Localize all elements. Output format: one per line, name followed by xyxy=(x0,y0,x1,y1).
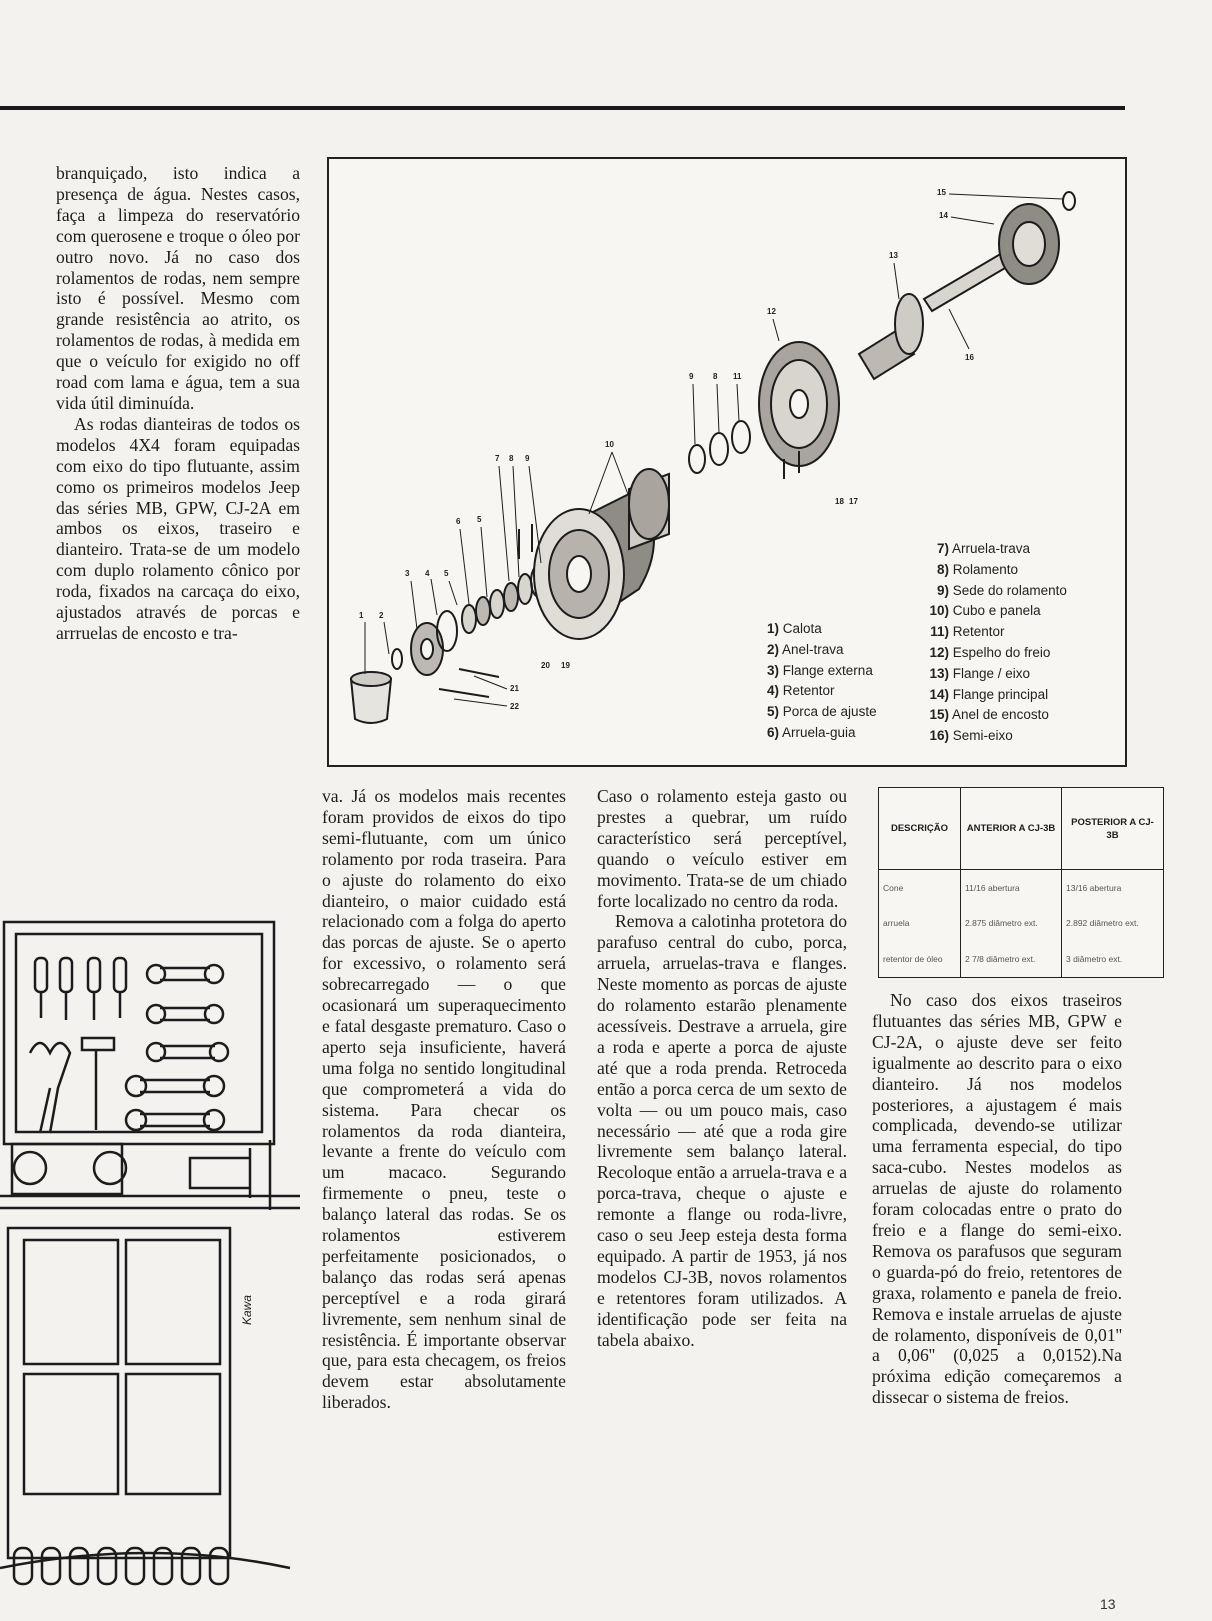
callout-label: 13 xyxy=(889,251,898,260)
table-cell: retentor de óleo xyxy=(879,941,961,977)
bearing-spec-table xyxy=(878,787,1164,978)
callout-label: 2 xyxy=(379,611,384,620)
paragraph: Remova a calotinha protetora do parafuso central do cubo, porca, arruela, arruelas-trava e flanges. Neste momento as porcas de ajuste do rolamento estarão plenamente acessíveis. Destrave a arruela, gire a roda e aperte a porca de ajuste até que a roda prenda. Retroceda então a porca cerca de um sexto de volta — ou um pouco mais, caso necessário — até que a roda gire livremente sem balanço lateral. Recoloque então a arruela-trava e a porca-trava, cheque o ajuste e remonte a flange ou roda-livre, caso o seu Jeep esteja desta forma equipado. A partir de 1953, já nos modelos CJ-3B, novos rolamentos e retentores foram utilizados. A identificação pode ser feita na tabela abaixo. xyxy=(597,911,847,1350)
callout-label: 6 xyxy=(456,517,461,526)
paragraph: As rodas dianteiras de todos os modelos 4X4 foram equipadas com eixo do tipo flutuante, assim como os primeiros modelos Jeep das séries MB, GPW, CJ-2A em ambos os eixos, traseiro e dianteiro. Trata-se de um modelo com duplo rolamento cônico por roda, fixados na carcaça do eixo, ajustados através de porcas e arrruelas de encosto e tra- xyxy=(56,413,300,643)
callout-label: 18 xyxy=(835,497,844,506)
table-row xyxy=(879,941,1164,977)
legend-item: 16) Semi-eixo xyxy=(929,728,1013,744)
legend-item: 1) Calota xyxy=(766,621,822,636)
legend-item: 6) Arruela-guia xyxy=(766,724,856,740)
table-cell: 2.892 diâmetro ext. xyxy=(1062,906,1164,941)
table-row xyxy=(879,906,1164,941)
header-rule xyxy=(0,106,1125,110)
legend-item: 15) Anel de encosto xyxy=(929,707,1049,723)
paragraph: Caso o rolamento esteja gasto ou prestes a quebrar, um ruído característico será perceptível, quando o veículo estiver em movimento. Trata-se de um chiado forte localizado no centro da roda. xyxy=(597,786,847,911)
callout-label: 15 xyxy=(937,188,946,197)
legend-item: 9) Sede do rolamento xyxy=(936,582,1067,598)
callout-label: 22 xyxy=(510,702,519,711)
callout-label: 21 xyxy=(510,684,519,693)
parts-legend-left xyxy=(757,619,877,744)
table-row xyxy=(879,870,1164,906)
table-header: ANTERIOR A CJ-3B xyxy=(961,788,1062,870)
table-header: POSTERIOR A CJ-3B xyxy=(1062,788,1164,870)
text-column-3 xyxy=(597,786,847,1350)
legend-item: 14) Flange principal xyxy=(929,686,1049,702)
callout-label: 4 xyxy=(425,569,430,578)
table-cell: 11/16 abertura xyxy=(961,870,1062,906)
callout-label: 12 xyxy=(767,307,776,316)
table-cell: 13/16 abertura xyxy=(1062,870,1164,906)
callout-label: 9 xyxy=(689,372,694,381)
legend-item: 13) Flange / eixo xyxy=(929,665,1031,681)
callout-label: 5 xyxy=(444,569,449,578)
legend-item: 5) Porca de ajuste xyxy=(766,704,877,720)
parts-legend-right xyxy=(917,539,1067,747)
table-cell: 2 7/8 diâmetro ext. xyxy=(961,941,1062,977)
callout-label: 17 xyxy=(849,497,858,506)
table-cell: 2.875 diâmetro ext. xyxy=(961,906,1062,941)
paragraph: No caso dos eixos traseiros flutuantes das séries MB, GPW e CJ-2A, o ajuste deve ser feito igualmente ao descrito para o eixo dianteiro. Já nos modelos posteriores, a ajustagem é mais complicada, devendo-se utilizar uma ferramenta especial, do tipo saca-cubo. Nestes modelos as arruelas de ajuste do rolamento foram colocadas entre o prato do freio e a flange do semi-eixo. Remova os parafusos que seguram o guarda-pó do freio, retentores de graxa, rolamento e panela de freio. Remova e instale arruelas de ajuste de rolamento, disponíveis de 0,01'' a 0,06'' (0,025 a 0,0152).Na próxima edição começaremos a dissecar o sistema de freios. xyxy=(872,990,1122,1408)
callout-label: 16 xyxy=(965,353,974,362)
workshop-cartoon xyxy=(0,908,300,1616)
table-cell: 3 diâmetro ext. xyxy=(1062,941,1164,977)
callout-label: 9 xyxy=(525,454,530,463)
text-column-4 xyxy=(872,990,1122,1408)
callout-label: 8 xyxy=(713,372,718,381)
callout-label: 1 xyxy=(359,611,364,620)
callout-label: 19 xyxy=(561,661,570,670)
text-column-2 xyxy=(322,786,566,1413)
legend-item: 4) Retentor xyxy=(766,683,835,699)
legend-item: 12) Espelho do freio xyxy=(929,644,1051,660)
callout-label: 14 xyxy=(939,211,948,220)
table-cell: Cone xyxy=(879,870,961,906)
table-header: DESCRIÇÃO xyxy=(879,788,961,870)
table-cell: arruela xyxy=(879,906,961,941)
paragraph: va. Já os modelos mais recentes foram providos de eixos do tipo semi-flutuante, com um único rolamento por roda traseira. Para o ajuste do rolamento do eixo dianteiro, o maior cuidado está relacionado com a folga do aperto das porcas de ajuste. Se o aperto for excessivo, o rolamento será sobrecarregado — o que ocasionará um superaquecimento e fatal desgaste prematuro. Caso o aperto seja insuficiente, haverá uma folga no sentido longitudinal que comprometerá a vida do sistema. Para checar os rolamentos da roda dianteira, levante a frente do veículo com um macaco. Segurando firmemente o pneu, teste o balanço lateral das rodas. Se os rolamentos estiverem perfeitamente posicionados, o balanço das rodas será apenas perceptível e a roda girará livremente, sem nenhum sinal de resistência. É importante observar que, para esta checagem, os freios devem estar absolutamente liberados. xyxy=(322,786,566,1413)
paragraph: branquiçado, isto indica a presença de água. Nestes casos, faça a limpeza do reservatório com querosene e troque o óleo por outro novo. Já no caso dos rolamentos de rodas, nem sempre isto é possível. Mesmo com grande resistência ao atrito, os rolamentos de rodas, à medida em que o veículo for exigido no off road com lama e água, tem a sua vida útil diminuída. xyxy=(56,163,300,413)
callout-label: 8 xyxy=(509,454,514,463)
callout-label: 5 xyxy=(477,515,482,524)
legend-item: 8) Rolamento xyxy=(936,561,1019,577)
legend-item: 2) Anel-trava xyxy=(766,641,844,657)
callout-label: 10 xyxy=(605,440,614,449)
page-number: 13 xyxy=(1100,1596,1116,1612)
callout-label: 3 xyxy=(405,569,410,578)
callout-label: 7 xyxy=(495,454,500,463)
callout-label: 20 xyxy=(541,661,550,670)
legend-item: 11) Retentor xyxy=(930,624,1005,640)
legend-item: 3) Flange externa xyxy=(766,662,873,678)
legend-item: 7) Arruela-trava xyxy=(936,541,1031,556)
cartoon-signature: Kawa xyxy=(240,1294,255,1326)
tool-board-illustration xyxy=(0,908,300,1616)
legend-item: 10) Cubo e panela xyxy=(929,603,1041,619)
exploded-hub-diagram xyxy=(327,157,1127,767)
text-column-1 xyxy=(56,163,300,644)
callout-label: 11 xyxy=(733,372,742,381)
